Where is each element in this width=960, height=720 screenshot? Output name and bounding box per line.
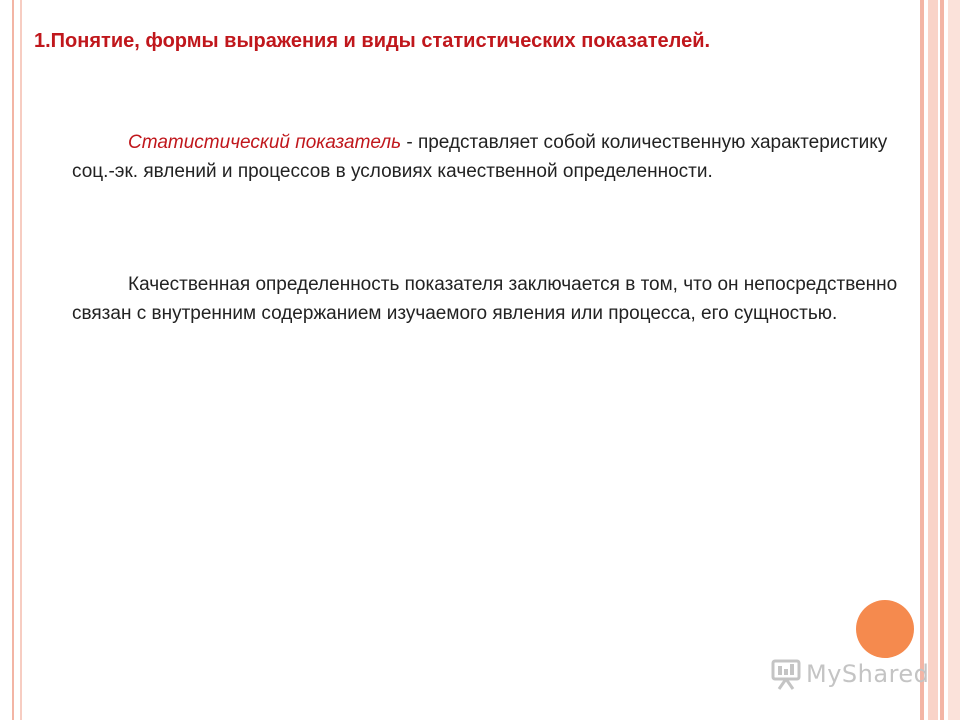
right-frame-band [928,0,938,720]
watermark-text: MyShared [806,660,930,688]
decorative-circle [856,600,914,658]
watermark [770,656,929,692]
right-frame-edge [948,0,960,720]
right-frame-stripe [920,0,924,720]
definition-term: Статистический показатель [128,132,402,153]
presentation-board-icon [770,657,802,691]
definition-text: - представляет собой количественную характеристику соц.-эк. явлений и процессов в условиях качественной определенности. [72,132,888,182]
definition-paragraph [72,128,912,186]
right-frame-stripe-outer [940,0,944,720]
left-frame-line-inner [20,0,22,720]
quality-paragraph: Качественная определенность показателя заключается в том, что он непосредственно связан с внутренним содержанием изучаемого явления или процесса, его сущностью. [72,274,898,324]
slide-title: 1.Понятие, формы выражения и виды статистических показателей. [34,30,711,52]
left-frame-line [12,0,14,720]
